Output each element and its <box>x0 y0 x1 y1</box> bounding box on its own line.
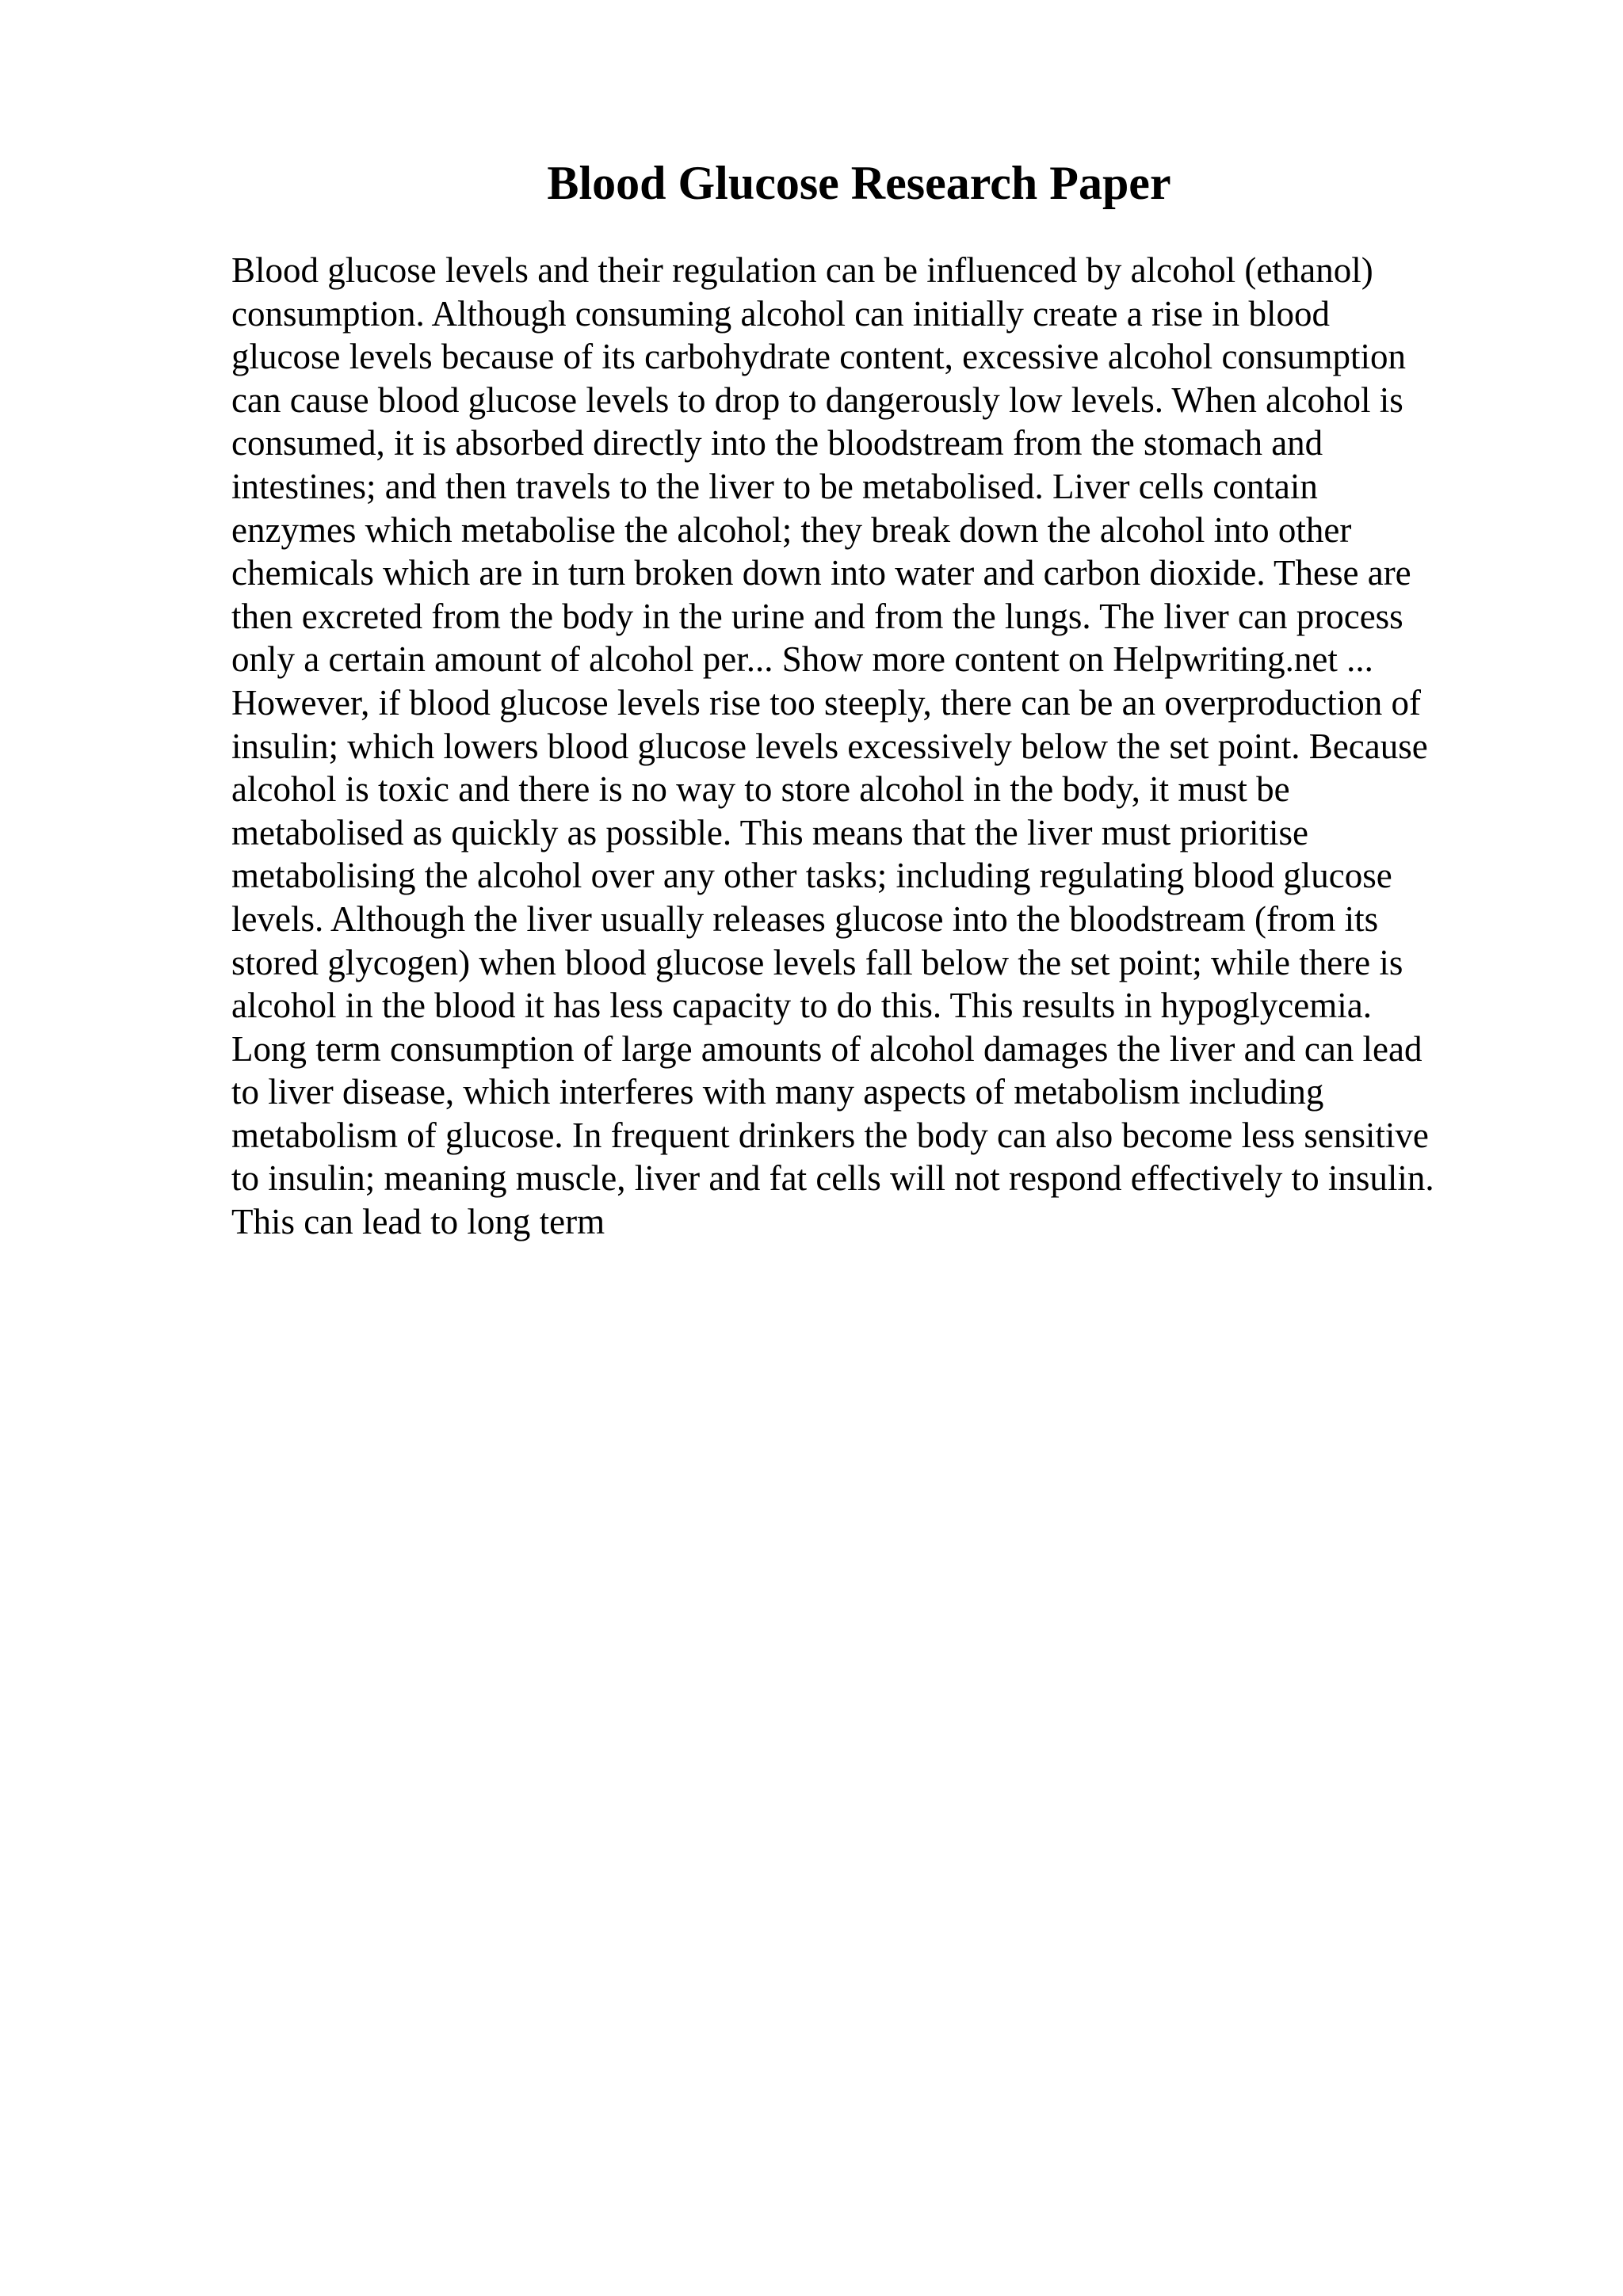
body-line: insulin; which lowers blood glucose levels excessively below the set point. Because <box>231 726 1428 766</box>
body-line: enzymes which metabolise the alcohol; they break down the alcohol into other <box>231 509 1352 550</box>
body-line: consumed, it is absorbed directly into the bloodstream from the stomach and <box>231 423 1323 463</box>
body-line: Long term consumption of large amounts of alcohol damages the liver and can lead <box>231 1028 1423 1069</box>
body-line: to insulin; meaning muscle, liver and fat cells will not respond effectively to insulin. <box>231 1158 1434 1199</box>
body-line: This can lead to long term <box>231 1202 605 1242</box>
body-line: metabolising the alcohol over any other tasks; including regulating blood glucose <box>231 856 1392 896</box>
body-line: metabolism of glucose. In frequent drinkers the body can also become less sensitive <box>231 1115 1429 1155</box>
document-body <box>231 249 1499 1244</box>
body-line: to liver disease, which interferes with many aspects of metabolism including <box>231 1072 1324 1112</box>
body-line: stored glycogen) when blood glucose levels fall below the set point; while there is <box>231 942 1403 982</box>
body-line: glucose levels because of its carbohydrate content, excessive alcohol consumption <box>231 337 1407 377</box>
body-line: can cause blood glucose levels to drop to dangerously low levels. When alcohol is <box>231 379 1403 420</box>
body-line: alcohol in the blood it has less capacity to do this. This results in hypoglycemia. <box>231 986 1372 1026</box>
body-line: metabolised as quickly as possible. This means that the liver must prioritise <box>231 812 1308 852</box>
body-line: levels. Although the liver usually releases glucose into the bloodstream (from its <box>231 898 1379 939</box>
body-line: alcohol is toxic and there is no way to store alcohol in the body, it must be <box>231 769 1290 810</box>
document-title: Blood Glucose Research Paper <box>547 157 1171 209</box>
body-line: intestines; and then travels to the liver to be metabolised. Liver cells contain <box>231 466 1318 506</box>
body-line: then excreted from the body in the urine and from the lungs. The liver can process <box>231 596 1403 636</box>
body-line: only a certain amount of alcohol per... Show more content on Helpwriting.net ... <box>231 639 1373 680</box>
body-line: consumption. Although consuming alcohol can initially create a rise in blood <box>231 293 1330 334</box>
body-line: Blood glucose levels and their regulation can be influenced by alcohol (ethanol) <box>231 250 1373 290</box>
body-line: However, if blood glucose levels rise too steeply, there can be an overproduction of <box>231 682 1422 723</box>
body-line: chemicals which are in turn broken down into water and carbon dioxide. These are <box>231 553 1411 593</box>
